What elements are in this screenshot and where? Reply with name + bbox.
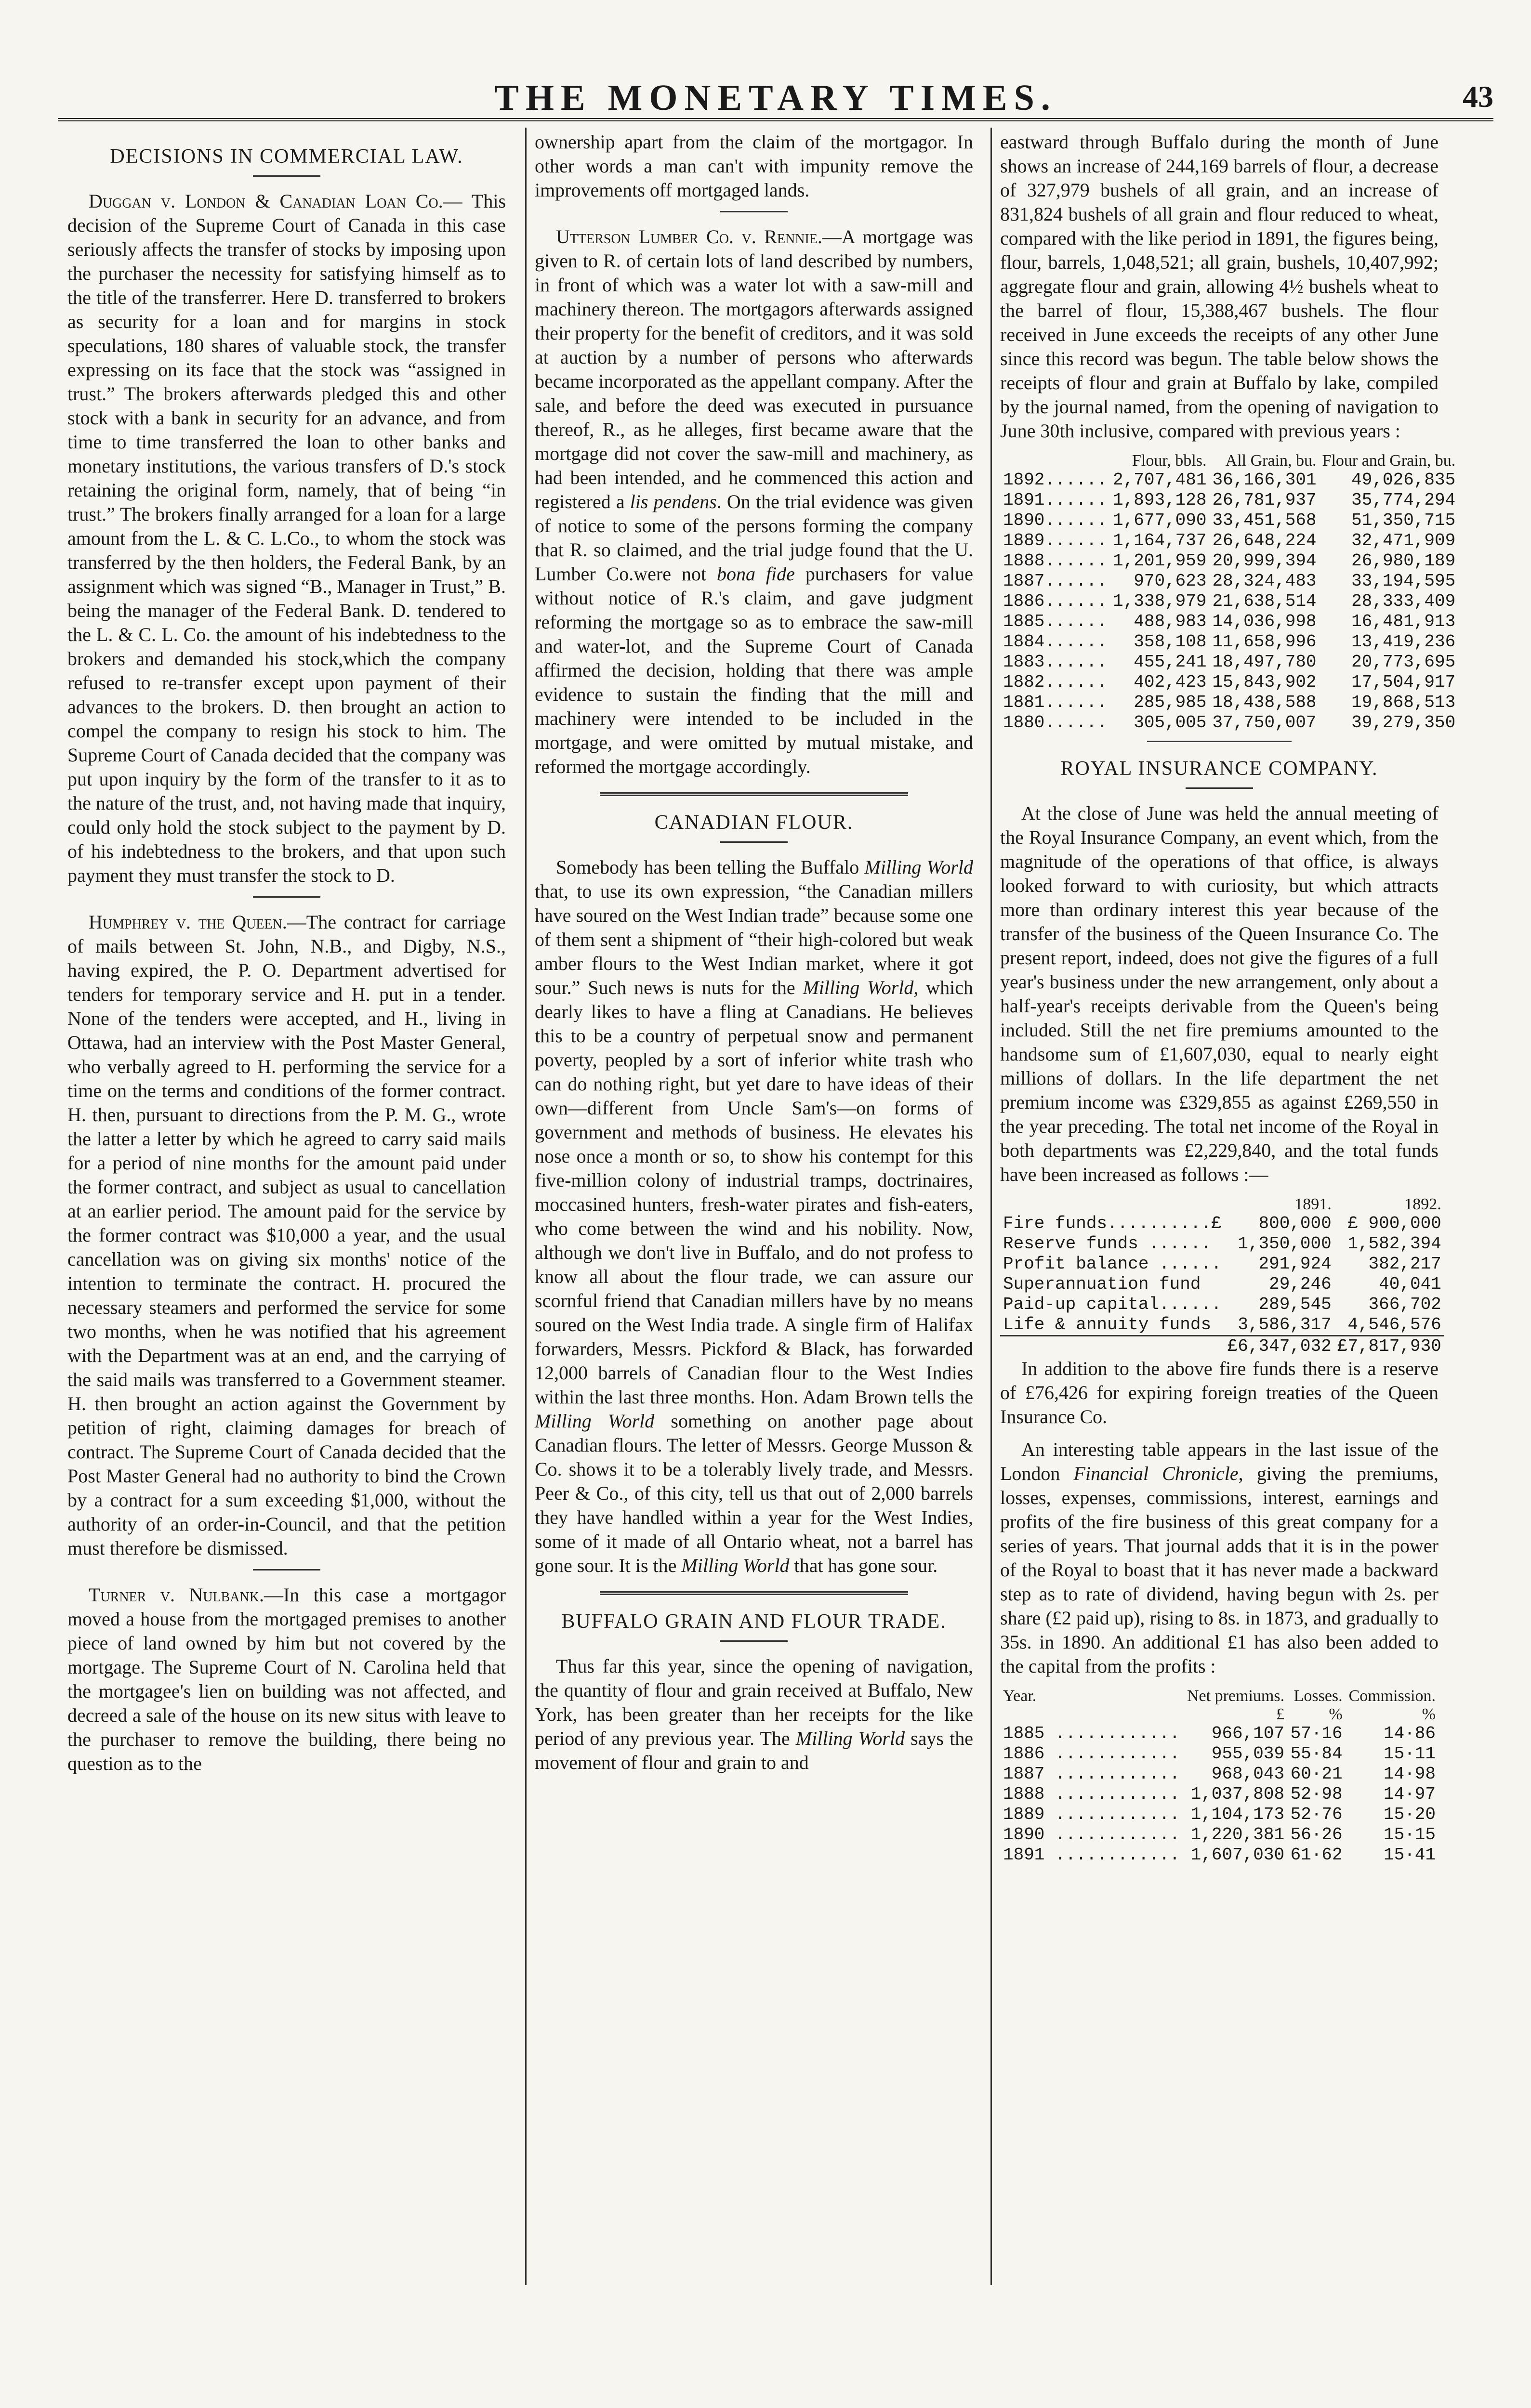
table-cell: 14·98 [1383, 1764, 1436, 1784]
table-cell: 1889...... [1003, 531, 1108, 550]
table-row [1000, 591, 1458, 612]
case-separator [720, 211, 788, 212]
table-header-row [1000, 452, 1458, 470]
table-cell: 1,164,737 [1113, 531, 1207, 550]
case-separator [253, 1569, 320, 1570]
column-2 [535, 130, 973, 1783]
table-cell: Life & annuity funds [1003, 1315, 1212, 1335]
table-cell: 15,843,902 [1212, 672, 1317, 692]
table-cell: 19,868,513 [1351, 693, 1456, 712]
column-header: Commission. [1348, 1687, 1436, 1705]
table-row [1000, 1724, 1439, 1744]
table-cell: 968,043 [1211, 1764, 1285, 1784]
table-cell: 1882...... [1003, 672, 1108, 692]
table-cell: 32,471,909 [1351, 531, 1456, 550]
table-cell: 37,750,007 [1212, 713, 1317, 733]
table-cell: 1,350,000 [1238, 1234, 1332, 1254]
table-row [1000, 1764, 1439, 1784]
table-cell: 26,781,937 [1212, 490, 1317, 510]
table-cell: 1,104,173 [1190, 1805, 1285, 1824]
royal-paragraph-3 [1000, 1438, 1439, 1678]
case-separator [253, 896, 320, 898]
case-title: Duggan v. London & Canadian Loan Co.— [89, 190, 462, 212]
case-body: purchasers for value without notice of R.'s claim, and gave judgment reforming the mortgage so as to embrace the saw-mill and water-lot, and the Supreme Court of Canada affirmed the decision, holding that there was ample evidence to sustain the finding that the mill and machinery were intended to be included in the mortgage, and were omitted by mutual mistake, and reformed the mortgage accordingly. [535, 563, 973, 777]
table-cell: 1881...... [1003, 693, 1108, 712]
buffalo-article [535, 1654, 973, 1775]
column-header: Flour and Grain, bu. [1322, 452, 1456, 470]
table-cell: 4,546,576 [1347, 1315, 1441, 1335]
table-cell: 1,220,381 [1190, 1825, 1285, 1845]
column-divider-1 [525, 128, 527, 2285]
italic-term: lis pendens [630, 491, 717, 512]
column-header: 1892. [1404, 1195, 1441, 1213]
unit-label: % [1329, 1705, 1343, 1723]
table-cell: 52·98 [1290, 1784, 1343, 1804]
table-cell: Paid-up capital...... [1003, 1295, 1222, 1314]
table-cell: 61·62 [1290, 1845, 1343, 1865]
table-cell: 955,039 [1211, 1744, 1285, 1764]
table-cell: 1888 ............ [1003, 1784, 1180, 1804]
premiums-table [1000, 1687, 1439, 1865]
table-cell: 289,545 [1258, 1295, 1332, 1314]
table-row [1000, 1825, 1439, 1845]
table-row [1000, 672, 1458, 693]
table-row [1000, 571, 1458, 591]
article-text: that has gone sour. [789, 1555, 938, 1576]
section-separator [600, 792, 908, 796]
publication-name: Milling World [681, 1555, 790, 1576]
article-text: , giving the premiums, losses, expenses, commissions, interest, earnings and profits of the fire business of this great company for a series of years. That journal adds that it is in the power of the Royal to boast that it has never made a backward step as to rate of dividend, having begun with 2s. per share (£2 paid up), rising to 8s. in 1873, and gradually to 35s. in 1890. An additional £1 has also been added to the capital from the profits : [1000, 1463, 1439, 1677]
publication-name: Milling World [803, 977, 914, 998]
table-row [1000, 1254, 1444, 1274]
table-cell: 1891...... [1003, 490, 1108, 510]
table-row [1000, 551, 1458, 571]
total-cell: £7,817,930 [1334, 1336, 1444, 1357]
page-number: 43 [1463, 79, 1493, 114]
masthead [58, 58, 1493, 118]
table-row [1000, 1744, 1439, 1764]
table-cell: 11,658,996 [1212, 632, 1317, 652]
table-cell: 28,324,483 [1212, 571, 1317, 591]
table-cell: Profit balance ...... [1003, 1254, 1222, 1274]
column-header: Year. [1003, 1687, 1037, 1705]
table-cell: 382,217 [1368, 1254, 1441, 1274]
column-header: Net premiums. [1187, 1687, 1285, 1705]
column-3 [1000, 130, 1456, 1865]
table-cell: 1886...... [1003, 591, 1108, 611]
royal-paragraph-2: In addition to the above fire funds there is a reserve of £76,426 for expiring foreign treaties of the Queen Insurance Co. [1000, 1358, 1439, 1427]
section-heading-canadian-flour: CANADIAN FLOUR. [654, 811, 854, 834]
table-row [1000, 470, 1458, 490]
table-row [1000, 1295, 1444, 1315]
heading-rule [1186, 787, 1253, 789]
table-cell: Fire funds..........£ [1003, 1214, 1222, 1233]
table-cell: 1,677,090 [1113, 510, 1207, 530]
table-cell: 1,893,128 [1113, 490, 1207, 510]
table-cell: 15·20 [1383, 1805, 1436, 1824]
table-cell: 1883...... [1003, 652, 1108, 672]
table-cell: 1884...... [1003, 632, 1108, 652]
table-row [1000, 490, 1458, 510]
table-row [1000, 1805, 1439, 1825]
continued-text: eastward through Buffalo during the month of June shows an increase of 244,169 barrels of flour, a decrease of 327,979 bushels of all grain, and an increase of 831,824 bushels of all grain and flour reduced to wheat, compared with the like period in 1891, the figures being, flour, barrels, 1,048,521; all grain, bushels, 10,407,992; aggregate flour and grain, allowing 4½ bushels wheat to the barrel of flour, 15,388,467 bushels. The flour received in June exceeds the receipts of any other June since this record was begun. The table below shows the receipts of flour and grain at Buffalo by lake, compiled by the journal named, from the opening of navigation to June 30th inclusive, compared with previous years : [1000, 131, 1439, 442]
table-row [1000, 632, 1458, 652]
table-cell: 1885 ............ [1003, 1724, 1180, 1743]
table-cell: 970,623 [1134, 571, 1207, 591]
table-cell: 291,924 [1258, 1254, 1332, 1274]
table-cell: 1890 ............ [1003, 1825, 1180, 1845]
table-cell: 402,423 [1134, 672, 1207, 692]
unit-label [1000, 1705, 1184, 1724]
table-cell: 28,333,409 [1351, 591, 1456, 611]
table-cell: 1886 ............ [1003, 1744, 1180, 1764]
table-row [1000, 612, 1458, 632]
table-row [1000, 1845, 1439, 1865]
table-cell: 29,246 [1269, 1274, 1332, 1294]
column-divider-2 [990, 128, 992, 2285]
article-text: something on another page about Canadian flours. The letter of Messrs. George Musson & Co. shows it to be a tolerably lively trade, and Messrs. Peer & Co., of this city, tell us that out of 2,000 barrels they have handled within a year for the West Indies, some of it made of all Ontario wheat, not a barrel has gone sour. It is the [535, 1410, 973, 1576]
table-cell: 358,108 [1134, 632, 1207, 652]
section-heading-royal: ROYAL INSURANCE COMPANY. [1060, 758, 1378, 780]
table-row [1000, 693, 1458, 713]
section-heading-decisions: DECISIONS IN COMMERCIAL LAW. [110, 145, 463, 168]
table-row [1000, 652, 1458, 672]
column-header [1000, 1195, 1225, 1214]
continued-text: ownership apart from the claim of the mortgagor. In other words a man can't with impunity remove the improvements off mortgaged lands. [535, 131, 973, 201]
table-cell: 49,026,835 [1351, 470, 1456, 490]
table-cell: 1887...... [1003, 571, 1108, 591]
section-separator [600, 1591, 908, 1595]
table-cell: 21,638,514 [1212, 591, 1317, 611]
section-heading-buffalo: BUFFALO GRAIN AND FLOUR TRADE. [561, 1610, 947, 1633]
table-cell: 15·11 [1383, 1744, 1436, 1764]
case-turner [67, 1583, 506, 1776]
table-cell: 33,194,595 [1351, 571, 1456, 591]
case-body: —The contract for carriage of mails between St. John, N.B., and Digby, N.S., having expired, the P. O. Department advertised for tenders for temporary service and H. put in a tender. None of the tenders were accepted, and H., living in Ottawa, had an interview with the Post Master General, who verbally agreed to H. performing the service for a time on the terms and conditions of the former contract. H. then, pursuant to directions from the P. M. G., wrote the latter a letter by which he agreed to carry said mails for a period of nine months for the amount paid under the former contract, and subject as usual to cancellation at an earlier period. The amount paid for the service by the former contract was $10,000 a year, and the usual cancellation was on giving six months' notice of the intention to terminate the contract. H. procured the necessary steamers and performed the service for some two months, when he was notified that his agreement with the Department was at an end, and the carrying of the said mails was transferred to a Government steamer. H. then brought an action against the Government by petition of right, claiming damages for breach of contract. The Supreme Court of Canada decided that the Post Master General had no authority to bind the Crown by a contract for a sum exceeding $1,000, without the authority of an order-in-Council, and that the petition must therefore be dismissed. [67, 911, 506, 1559]
table-end-rule [1147, 741, 1292, 742]
case-body: —In this case a mortgagor moved a house from the mortgaged premises to another piece of land owned by him but not covered by the mortgage. The Supreme Court of N. Carolina held that the mortgagee's lien on building was not affected, and decreed a sale of the house on its new situs with leave to the purchaser to remove the building, there being no question as to the [67, 1584, 506, 1774]
table-cell: 18,438,588 [1212, 693, 1317, 712]
table-cell: 1,607,030 [1190, 1845, 1285, 1865]
case-body: —A mortgage was given to R. of certain lots of land described by numbers, in front of which was a water lot with a saw-mill and machinery thereon. The mortgagors afterwards assigned their property for the benefit of creditors, and it was sold at auction by a number of persons who afterwards became incorporated as the appellant company. After the sale, and before the deed was executed in pursuance thereof, R., as he alleges, first became aware that the mortgage did not cover the saw-mill and machinery, as had been intended, and he commenced this action and registered a [535, 226, 973, 512]
table-cell: 1888...... [1003, 551, 1108, 571]
table-cell: 52·76 [1290, 1805, 1343, 1824]
column-1 [67, 130, 506, 1784]
funds-table [1000, 1195, 1444, 1357]
table-cell: 56·26 [1290, 1825, 1343, 1845]
table-cell: 1,037,808 [1190, 1784, 1285, 1804]
heading-rule [720, 841, 788, 843]
table-cell: 17,504,917 [1351, 672, 1456, 692]
column-header [1000, 452, 1110, 470]
royal-paragraph-1: At the close of June was held the annual meeting of the Royal Insurance Company, an event which, from the magnitude of the operations of that office, is always looked forward to with curiosity, but which attracts more than ordinary interest this year because of the transfer of the business of the Queen Insurance Co. The present report, indeed, does not give the figures of a full year's business under the new arrangement, only about a half-year's receipts derivable from the Queen's being included. Still the net fire premiums amounted to the handsome sum of £1,607,030, equal to nearly eight millions of dollars. In the life department the net premium income was £329,855 as against £269,550 in the year preceding. The total net income of the Royal in both departments was £2,229,840, and the total funds have been increased as follows :— [1000, 802, 1439, 1185]
table-cell: 366,702 [1368, 1295, 1441, 1314]
table-cell: 966,107 [1211, 1724, 1285, 1743]
unit-label: £ [1276, 1705, 1285, 1723]
article-text: Somebody has been telling the Buffalo [556, 856, 865, 878]
article-text: that, to use its own expression, “the Canadian millers have soured on the West Indian trade” because some one of them sent a shipment of “their high-colored but weak amber flours to the West Indian market, where it got sour.” Such news is nuts for the [535, 880, 973, 998]
table-cell: 33,451,568 [1212, 510, 1317, 530]
table-cell: 15·15 [1383, 1825, 1436, 1845]
table-total-row [1000, 1336, 1444, 1357]
table-cell: 36,166,301 [1212, 470, 1317, 490]
table-cell: 1885...... [1003, 612, 1108, 631]
table-cell: 455,241 [1134, 652, 1207, 672]
masthead-rule [58, 118, 1493, 121]
table-cell: 488,983 [1134, 612, 1207, 631]
table-cell: 35,774,294 [1351, 490, 1456, 510]
table-row [1000, 1315, 1444, 1336]
publication-name: Milling World [535, 1410, 655, 1432]
table-cell: 1,338,979 [1113, 591, 1207, 611]
unit-label: % [1422, 1705, 1436, 1723]
table-cell: 1892...... [1003, 470, 1108, 490]
table-cell: 1890...... [1003, 510, 1108, 530]
total-cell [1000, 1336, 1225, 1357]
total-cell: £6,347,032 [1225, 1336, 1334, 1357]
table-header-row [1000, 1687, 1439, 1705]
column-header: Flour, bbls. [1132, 452, 1207, 470]
heading-rule [253, 175, 320, 177]
buffalo-receipts-table [1000, 452, 1458, 733]
case-body: This decision of the Supreme Court of Canada in this case seriously affects the transfer of stocks by imposing upon the purchaser the necessity for satisfying himself as to the title of the transferrer. Here D. transferred to brokers as security for a loan and for margins in stock speculations, 180 shares of valuable stock, the transfer expressing on its face that the stock was “assigned in trust.” The brokers afterwards pledged this and other stock with a bank in security for an advance, and from time to time transferred the loan to other banks and monetary institutions, the various transfers of D.'s stock retaining the original form, namely, that of being “in trust.” The brokers finally arranged for a loan for a large amount from the L. & C. L.Co., to whom the stock was transferred by the then holders, the Federal Bank, by an assignment which was signed “B., Manager in Trust,” B. being the manager of the Federal Bank. D. tendered to the L. & C. L. Co. the amount of his indebtedness to the brokers and demanded his stock,which the company refused to re-transfer except upon payment of their advances to the brokers. D. then brought an action to compel the company to resign his stock to him. The Supreme Court of Canada decided that the company was put upon inquiry by the form of the transfer to it as to the nature of the trust, and, not having made that inquiry, could only hold the stock subject to the payment by D. of his indebtedness to the brokers, and that upon such payment they must transfer the stock to D. [67, 190, 506, 886]
table-cell: 16,481,913 [1351, 612, 1456, 631]
table-cell: 14,036,998 [1212, 612, 1317, 631]
table-cell: Superannuation fund [1003, 1274, 1201, 1294]
table-cell: Reserve funds ...... [1003, 1234, 1212, 1254]
table-cell: 3,586,317 [1238, 1315, 1332, 1335]
table-row [1000, 1784, 1439, 1805]
case-title: Turner v. Nulbank. [89, 1584, 264, 1606]
table-cell: 1887 ............ [1003, 1764, 1180, 1784]
case-humphrey [67, 910, 506, 1560]
table-cell: 285,985 [1134, 693, 1207, 712]
table-cell: 1889 ............ [1003, 1805, 1180, 1824]
table-cell: 18,497,780 [1212, 652, 1317, 672]
table-cell: 20,999,394 [1212, 551, 1317, 571]
table-units-row [1000, 1705, 1439, 1724]
column-header: 1891. [1294, 1195, 1332, 1213]
table-cell: 15·41 [1383, 1845, 1436, 1865]
table-cell: 60·21 [1290, 1764, 1343, 1784]
case-body: . On the trial evidence was given of notice to some of the persons forming the company that R. so claimed, and the trial judge found that the U. Lumber Co.were not [535, 491, 974, 585]
table-cell: 1880...... [1003, 713, 1108, 733]
article-text: Thus far this year, since the opening of navigation, the quantity of flour and grain received at Buffalo, New York, has been greater than her receipts for the like period of any previous year. The [535, 1655, 973, 1749]
table-cell: 20,773,695 [1351, 652, 1456, 672]
table-cell: 57·16 [1290, 1724, 1343, 1743]
table-cell: 800,000 [1258, 1214, 1332, 1233]
publication-name: Financial Chronicle [1073, 1463, 1239, 1484]
article-text: , which dearly likes to have a fling at Canadians. He believes this to be a country of perpetual snow and permanent poverty, peopled by a sort of inferior white trash who can do nothing right, but yet dare to have ideas of their own—different from Uncle Sam's—on forms of government and methods of business. He elevates his nose once a month or so, to show his contempt for this five-million colony of industrial tramps, doctrinaires, moccasined hunters, fresh-water pirates and fish-eaters, who come between the wind and his nobility. Now, although we don't live in Buffalo, and do not profess to know all about the flour trade, we can assure our scornful friend that Canadian millers have by no means soured on the West India trade. A single firm of Halifax forwarders, Messrs. Pickford & Black, has forwarded 12,000 barrels of Canadian flour to the West Indies within the last three months. Hon. Adam Brown tells the [535, 977, 973, 1408]
case-utterson [535, 225, 973, 779]
table-cell: 26,648,224 [1212, 531, 1317, 550]
table-cell: 2,707,481 [1113, 470, 1207, 490]
table-cell: 40,041 [1379, 1274, 1441, 1294]
table-cell: 1891 ............ [1003, 1845, 1180, 1865]
table-cell: 305,005 [1134, 713, 1207, 733]
table-row [1000, 1214, 1444, 1234]
table-cell: 14·86 [1383, 1724, 1436, 1743]
table-cell: 13,419,236 [1351, 632, 1456, 652]
column-header: Losses. [1293, 1687, 1343, 1705]
table-cell: 1,201,959 [1113, 551, 1207, 571]
table-cell: 14·97 [1383, 1784, 1436, 1804]
italic-term: bona fide [716, 563, 795, 585]
publication-name: Milling World [795, 1727, 905, 1749]
flour-article [535, 855, 973, 1578]
table-row [1000, 510, 1458, 531]
table-row [1000, 713, 1458, 733]
table-cell: 1,582,394 [1347, 1234, 1441, 1254]
table-cell: 39,279,350 [1351, 713, 1456, 733]
case-title: Humphrey v. the Queen. [89, 911, 287, 933]
case-duggan [67, 189, 506, 888]
table-row [1000, 1274, 1444, 1295]
publication-name: Milling World [864, 856, 973, 878]
table-row [1000, 1234, 1444, 1254]
column-header: All Grain, bu. [1225, 452, 1317, 470]
table-cell: 26,980,189 [1351, 551, 1456, 571]
table-cell: 55·84 [1290, 1744, 1343, 1764]
table-cell: 51,350,715 [1351, 510, 1456, 530]
heading-rule [720, 1640, 788, 1642]
table-row [1000, 531, 1458, 551]
table-header-row [1000, 1195, 1444, 1214]
article-text: An interesting table appears in the last issue of the London [1000, 1439, 1439, 1484]
case-title: Utterson Lumber Co. v. Rennie. [556, 226, 822, 248]
table-cell: £ 900,000 [1347, 1214, 1441, 1233]
article-text: says the movement of flour and grain to and [535, 1727, 973, 1773]
newspaper-title: THE MONETARY TIMES. [494, 78, 1057, 118]
